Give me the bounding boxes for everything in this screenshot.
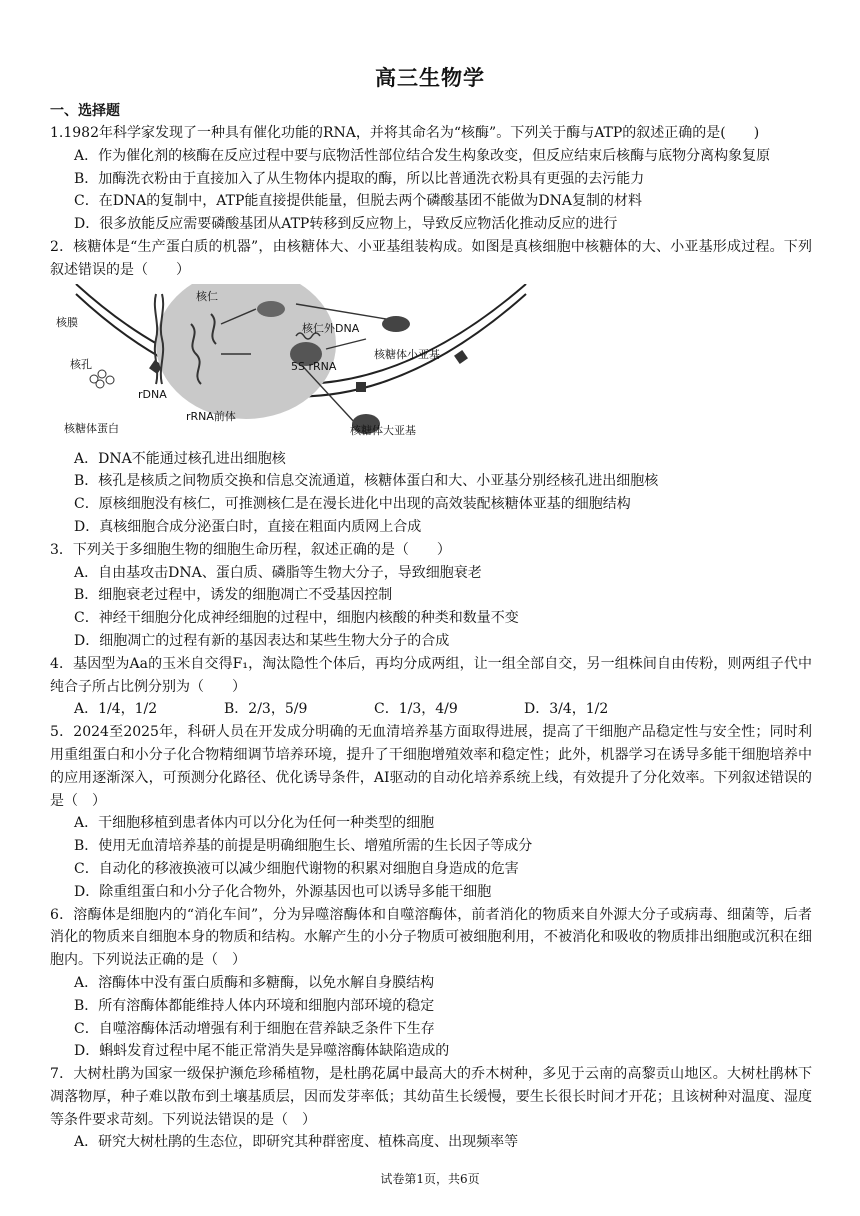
option-b: B．加酶洗衣粉由于直接加入了从生物体内提取的酶，所以比普通洗衣粉具有更强的去污能力 (74, 170, 645, 187)
question-stem: 4．基因型为Aa的玉米自交得F₁，淘汰隐性个体后，再均分成两组，让一组全部自交，另一组株间自由传粉，则两组子代中纯合子所占比例分别为（ ） (50, 655, 812, 695)
option-c: C．原核细胞没有核仁，可推测核仁是在漫长进化中出现的高效装配核糖体亚基的细胞结构 (74, 496, 631, 513)
question-5 (50, 721, 812, 903)
option-b: B．细胞衰老过程中，诱发的细胞凋亡不受基因控制 (74, 587, 393, 604)
question-list (50, 122, 812, 1154)
option-b: B．2/3，5/9 (224, 701, 308, 718)
page-footer: 试卷第1页，共6页 (380, 1172, 480, 1186)
option-d: D．很多放能反应需要磷酸基团从ATP转移到反应物上，导致反应物活化推动反应的进行 (74, 216, 618, 233)
label-nucleolus: 核仁 (196, 289, 218, 303)
label-nuclear-membrane: 核膜 (56, 315, 78, 329)
label-small-subunit: 核糖体小亚基 (374, 347, 440, 361)
option-d: D．除重组蛋白和小分子化合物外，外源基因也可以诱导多能干细胞 (74, 883, 492, 900)
question-stem: 2．核糖体是“生产蛋白质的机器”，由核糖体大、小亚基组装构成。如图是真核细胞中核糖体的大、小亚基形成过程。下列叙述错误的是（ ） (50, 238, 812, 278)
option-b: B．所有溶酶体都能维持人体内环境和细胞内部环境的稳定 (74, 997, 435, 1014)
label-large-subunit: 核糖体大亚基 (350, 423, 416, 437)
option-a: A．自由基攻击DNA、蛋白质、磷脂等生物大分子，导致细胞衰老 (74, 564, 482, 581)
option-d: D．真核细胞合成分泌蛋白时，直接在粗面内质网上合成 (74, 518, 422, 535)
section-heading: 一、选择题 (50, 103, 120, 119)
question-1 (50, 122, 812, 236)
option-a: A．DNA不能通过核孔进出细胞核 (74, 450, 286, 467)
option-c: C．1/3，4/9 (374, 701, 458, 718)
label-extra-nucleolar-dna: 核仁外DNA (302, 321, 360, 335)
option-c: C．自动化的移液换液可以减少细胞代谢物的积累对细胞自身造成的危害 (74, 860, 519, 877)
ribosome-formation-figure (56, 284, 576, 444)
question-6 (50, 904, 812, 1064)
question-7 (50, 1063, 812, 1154)
option-a: A．干细胞移植到患者体内可以分化为任何一种类型的细胞 (74, 815, 435, 832)
label-rrna-precursor: rRNA前体 (186, 409, 236, 423)
option-d: D．细胞凋亡的过程有新的基因表达和某些生物大分子的合成 (74, 632, 450, 649)
question-3 (50, 539, 812, 653)
option-a: A．溶酶体中没有蛋白质酶和多糖酶，以免水解自身膜结构 (74, 974, 435, 991)
option-c: C．神经干细胞分化成神经细胞的过程中，细胞内核酸的种类和数量不变 (74, 610, 519, 627)
option-b: B．使用无血清培养基的前提是明确细胞生长、增殖所需的生长因子等成分 (74, 838, 533, 855)
option-b: B．核孔是核质之间物质交换和信息交流通道，核糖体蛋白和大、小亚基分别经核孔进出细胞核 (74, 473, 659, 490)
option-d: D．3/4，1/2 (524, 701, 609, 718)
option-a: A．研究大树杜鹃的生态位，即研究其种群密度、植株高度、出现频率等 (74, 1134, 519, 1151)
question-stem: 7．大树杜鹃为国家一级保护濒危珍稀植物，是杜鹃花属中最高大的乔木树种，多见于云南的高黎贡山地区。大树杜鹃林下凋落物厚，种子难以散布到土壤基质层，因而发芽率低；其幼苗生长缓慢，要生长很长时间才开花；且该树种对温度、湿度等条件要求苛刻。下列说法错误的是（ ） (50, 1066, 812, 1128)
option-row (50, 698, 812, 721)
label-nuclear-pore: 核孔 (70, 357, 92, 371)
option-c: C．自噬溶酶体活动增强有利于细胞在营养缺乏条件下生存 (74, 1020, 435, 1037)
question-stem: 3．下列关于多细胞生物的细胞生命历程，叙述正确的是（ ） (50, 541, 451, 558)
question-2 (50, 236, 812, 539)
option-d: D．蝌蚪发育过程中尾不能正常消失是异噬溶酶体缺陷造成的 (74, 1043, 450, 1060)
question-4 (50, 653, 812, 721)
option-a: A．1/4，1/2 (74, 701, 158, 718)
question-stem: 5．2024至2025年，科研人员在开发成分明确的无血清培养基方面取得进展，提高了干细胞产品稳定性与安全性；同时利用重组蛋白和小分子化合物精细调节培养环境，提升了干细胞增殖效率和稳定性；此外，机器学习在诱导多能干细胞培养中的应用逐渐深入，可预测分化路径、优化诱导条件，AI驱动的自动化培养系统上线，有效提升了分化效率。下列叙述错误的是（ ） (50, 724, 812, 809)
question-stem: 1.1982年科学家发现了一种具有催化功能的RNA，并将其命名为“核酶”。下列关于酶与ATP的叙述正确的是( ) (50, 125, 760, 141)
question-stem: 6．溶酶体是细胞内的“消化车间”，分为异噬溶酶体和自噬溶酶体，前者消化的物质来自外源大分子或病毒、细菌等，后者消化的物质来自细胞本身的物质和结构。水解产生的小分子物质可被细胞利用，不被消化和吸收的物质排出细胞或沉积在细胞内。下列说法正确的是（ ） (50, 906, 812, 969)
label-rdna: rDNA (138, 387, 167, 401)
label-ribosomal-protein: 核糖体蛋白 (64, 421, 119, 435)
option-a: A．作为催化剂的核酶在反应过程中要与底物活性部位结合发生构象改变，但反应结束后核酶与底物分离构象复原 (74, 147, 771, 164)
option-c: C．在DNA的复制中，ATP能直接提供能量，但脱去两个磷酸基团不能做为DNA复制的材料 (74, 193, 642, 210)
label-5s-rrna: 5S rRNA (291, 359, 337, 373)
page-title: 高三生物学 (375, 65, 485, 90)
